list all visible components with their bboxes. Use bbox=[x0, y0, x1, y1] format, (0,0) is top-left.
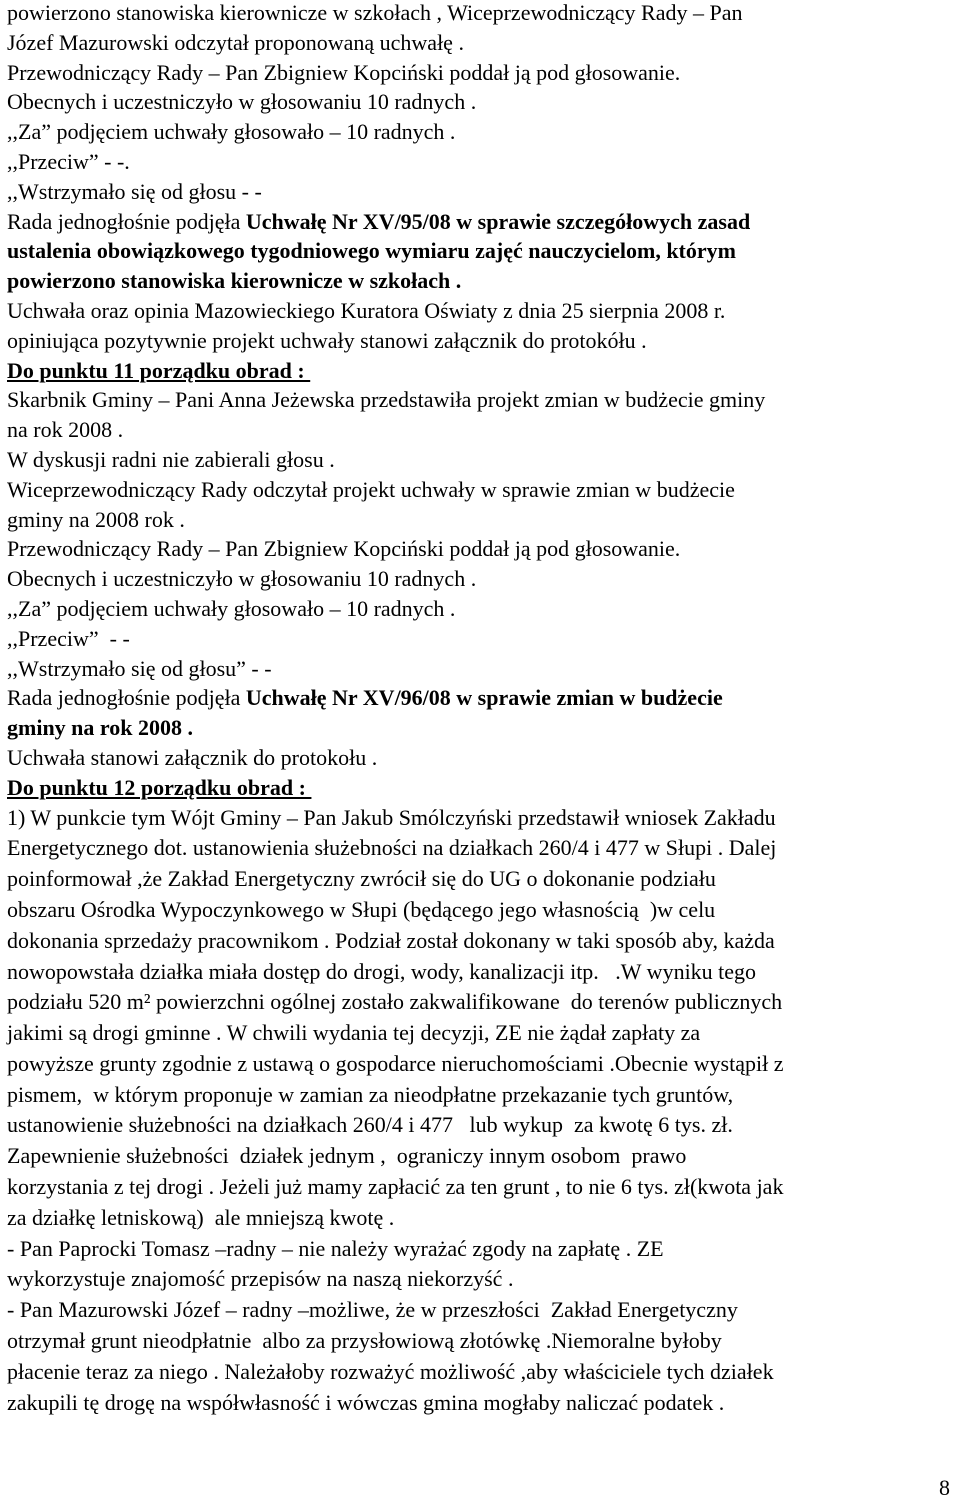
text-line: powierzono stanowiska kierownicze w szkołach , Wiceprzewodniczący Rady – Pan bbox=[7, 0, 743, 25]
text-line: 1) W punkcie tym Wójt Gminy – Pan Jakub Smólczyński przedstawił wniosek Zakładu bbox=[7, 804, 776, 830]
resolution-line bbox=[7, 683, 953, 713]
text-line: opiniująca pozytywnie projekt uchwały stanowi załącznik do protokółu . bbox=[7, 327, 647, 353]
text-line: Energetycznego dot. ustanowienia służebności na działkach 260/4 i 477 w Słupi . Dalej bbox=[7, 835, 777, 861]
text-line: ,,Przeciw” - - bbox=[7, 625, 130, 651]
page-number: 8 bbox=[939, 1475, 950, 1500]
text-line: obszaru Ośrodka Wypoczynkowego w Słupi (będącego jego własnością )w celu bbox=[7, 896, 716, 922]
text-line: poinformował ,że Zakład Energetyczny zwrócił się do UG o dokonanie podziału bbox=[7, 866, 716, 892]
text-line: za działkę letniskową) ale mniejszą kwotę . bbox=[7, 1204, 395, 1230]
text-line: - Pan Mazurowski Józef – radny –możliwe, że w przeszłości Zakład Energetyczny bbox=[7, 1297, 738, 1323]
text-line: ustanowienie służebności na działkach 260/4 i 477 lub wykup za kwotę 6 tys. zł. bbox=[7, 1112, 733, 1138]
agenda-item-11-heading: Do punktu 11 porządku obrad : bbox=[7, 357, 311, 383]
agenda-item-12-heading: Do punktu 12 porządku obrad : bbox=[7, 774, 312, 800]
resolution-title-line: ustalenia obowiązkowego tygodniowego wymiaru zajęć nauczycielom, którym bbox=[7, 238, 736, 264]
resolution-title-line: gminy na rok 2008 . bbox=[7, 715, 194, 741]
resolution-line bbox=[7, 207, 953, 237]
text-line: Józef Mazurowski odczytał proponowaną uchwałę . bbox=[7, 29, 464, 55]
text-line: - Pan Paprocki Tomasz –radny – nie należy wyrażać zgody na zapłatę . ZE bbox=[7, 1235, 664, 1261]
text-line: ,,Przeciw” - -. bbox=[7, 148, 130, 174]
text-line: na rok 2008 . bbox=[7, 417, 124, 443]
text-line: płacenie teraz za niego . Należałoby rozważyć możliwość ,aby właściciele tych działek bbox=[7, 1358, 774, 1384]
resolution-prefix: Rada jednogłośnie podjęła bbox=[7, 685, 246, 711]
text-line: Przewodniczący Rady – Pan Zbigniew Kopciński poddał ją pod głosowanie. bbox=[7, 59, 681, 85]
text-line: dokonania sprzedaży pracownikom . Podział został dokonany w taki sposób aby, każda bbox=[7, 927, 775, 953]
resolution-title: Uchwałę Nr XV/96/08 w sprawie zmian w budżecie bbox=[245, 685, 723, 711]
text-line: nowopowstała działka miała dostęp do drogi, wody, kanalizacji itp. .W wyniku tego bbox=[7, 958, 757, 984]
resolution-prefix: Rada jednogłośnie podjęła bbox=[7, 208, 246, 234]
text-line: Obecnych i uczestniczyło w głosowaniu 10 radnych . bbox=[7, 89, 477, 115]
resolution-title: Uchwałę Nr XV/95/08 w sprawie szczegółowych zasad bbox=[245, 208, 751, 234]
text-line: Przewodniczący Rady – Pan Zbigniew Kopciński poddał ją pod głosowanie. bbox=[7, 536, 681, 562]
text-line: gminy na 2008 rok . bbox=[7, 506, 185, 532]
text-line: korzystania z tej drogi . Jeżeli już mamy zapłacić za ten grunt , to nie 6 tys. zł(kwota jak bbox=[7, 1174, 784, 1200]
text-line: podziału 520 m² powierzchni ogólnej zostało zakwalifikowane do terenów publicznych bbox=[7, 989, 783, 1015]
text-line: Obecnych i uczestniczyło w głosowaniu 10 radnych . bbox=[7, 566, 477, 592]
text-line: ,,Wstrzymało się od głosu - - bbox=[7, 178, 262, 204]
text-line: ,,Za” podjęciem uchwały głosowało – 10 radnych . bbox=[7, 119, 456, 145]
attachment-note bbox=[7, 296, 953, 356]
document-page bbox=[7, 0, 953, 1418]
text-line: jakimi są drogi gminne . W chwili wydania tej decyzji, ZE nie żądał zapłaty za bbox=[7, 1020, 701, 1046]
attachment-note: Uchwała stanowi załącznik do protokołu . bbox=[7, 744, 378, 770]
text-line: Zapewnienie służebności działek jednym , ograniczy innym osobom prawo bbox=[7, 1143, 687, 1169]
resolution-xv-95 bbox=[7, 207, 953, 296]
resolution-xv-96 bbox=[7, 683, 953, 743]
text-line: wykorzystuje znajomość przepisów na naszą niekorzyść . bbox=[7, 1266, 514, 1292]
text-line: ,,Za” podjęciem uchwały głosowało – 10 radnych . bbox=[7, 595, 456, 621]
text-line: zakupili tę drogę na współwłasność i wówczas gmina mogłaby naliczać podatek . bbox=[7, 1389, 725, 1415]
text-line: Uchwała oraz opinia Mazowieckiego Kuratora Oświaty z dnia 25 sierpnia 2008 r. bbox=[7, 297, 726, 323]
text-line: powyższe grunty zgodnie z ustawą o gospodarce nieruchomościami .Obecnie wystąpił z bbox=[7, 1050, 784, 1076]
top-paragraph bbox=[7, 0, 953, 207]
text-line: Wiceprzewodniczący Rady odczytał projekt uchwały w sprawie zmian w budżecie bbox=[7, 476, 735, 502]
text-line: Skarbnik Gminy – Pani Anna Jeżewska przedstawiła projekt zmian w budżecie gminy bbox=[7, 387, 766, 413]
agenda-item-11-body bbox=[7, 385, 953, 683]
text-line: ,,Wstrzymało się od głosu” - - bbox=[7, 655, 272, 681]
text-line: otrzymał grunt nieodpłatnie albo za przysłowiową złotówkę .Niemoralne byłoby bbox=[7, 1328, 722, 1354]
resolution-title-line: powierzono stanowiska kierownicze w szkołach . bbox=[7, 268, 462, 294]
text-line: pismem, w którym proponuje w zamian za nieodpłatne przekazanie tych gruntów, bbox=[7, 1081, 734, 1107]
text-line: W dyskusji radni nie zabierali głosu . bbox=[7, 446, 335, 472]
agenda-item-12-body bbox=[7, 803, 953, 1419]
